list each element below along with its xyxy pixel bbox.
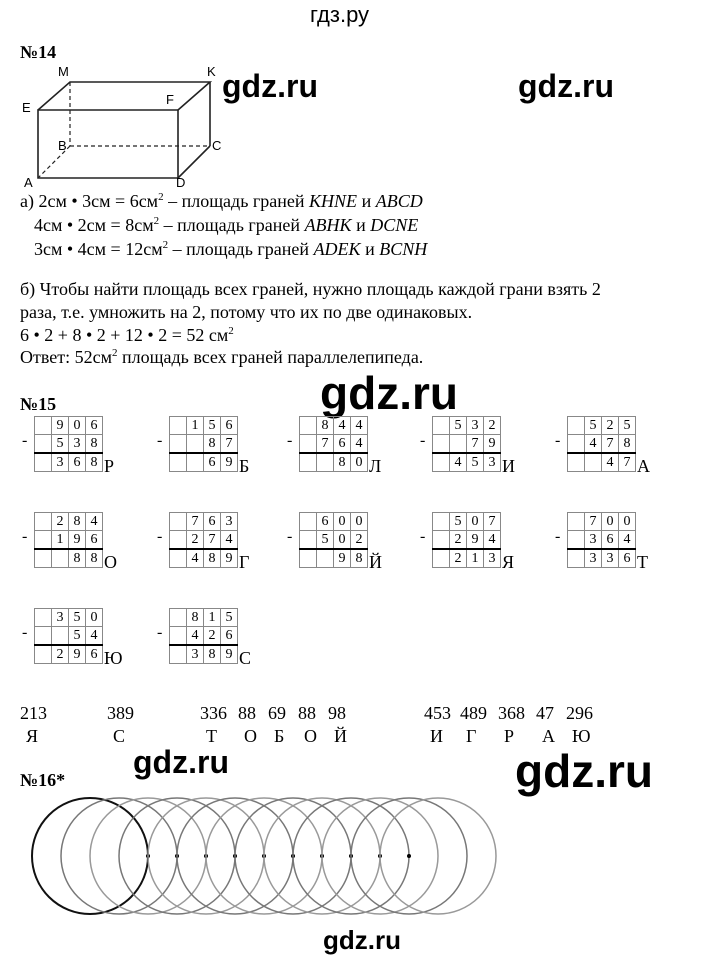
digit-cell: [300, 549, 317, 568]
digit-cell: 4: [187, 627, 204, 646]
digit-cell: [300, 531, 317, 550]
digit-cell: 2: [450, 549, 467, 568]
digit-cell: [568, 453, 585, 472]
digit-cell: 5: [317, 531, 334, 550]
result-row: [433, 549, 501, 568]
vertex-label: C: [212, 138, 222, 153]
result-row: [568, 549, 636, 568]
minus-sign: -: [287, 432, 293, 449]
digit-cell: 7: [467, 435, 484, 454]
digit-cell: [170, 417, 187, 435]
digit-cell: 5: [52, 435, 69, 454]
digit-cell: 0: [351, 513, 368, 531]
minuend-row: [300, 417, 368, 435]
answer-number: 489: [460, 703, 487, 723]
digit-cell: 9: [221, 549, 238, 568]
subtraction-example: [155, 416, 250, 476]
digit-cell: 3: [484, 453, 501, 472]
digit-cell: 8: [86, 435, 103, 454]
minus-sign: -: [157, 432, 163, 449]
circle-center-dot: [407, 854, 411, 858]
digit-cell: [300, 435, 317, 454]
digit-cell: 9: [484, 435, 501, 454]
digit-cell: [568, 417, 585, 435]
subtrahend-row: [568, 435, 636, 454]
digit-cell: 8: [334, 453, 351, 472]
result-row: [433, 453, 501, 472]
digit-cell: 7: [221, 435, 238, 454]
digit-cell: 2: [187, 531, 204, 550]
digit-cell: 4: [334, 417, 351, 435]
digit-cell: 8: [204, 435, 221, 454]
digit-cell: 8: [619, 435, 636, 454]
digit-cell: [433, 549, 450, 568]
digit-cell: [35, 627, 52, 646]
digit-cell: [433, 453, 450, 472]
digit-cell: 5: [221, 609, 238, 627]
task-title: №14: [20, 42, 57, 62]
digit-cell: [170, 609, 187, 627]
digit-cell: [170, 531, 187, 550]
result-row: [300, 549, 368, 568]
digit-cell: 0: [351, 453, 368, 472]
area-line: 3см • $4см = 12см^2$ – площадь граней ADEK и BCNH: [34, 239, 428, 259]
digit-cell: 2: [450, 531, 467, 550]
digit-cell: [317, 549, 334, 568]
digit-cell: [585, 453, 602, 472]
area-line: а) 2см • $3см = 6см^2$ – площадь граней KHNE и ABCD: [20, 191, 423, 211]
digit-cell: 2: [351, 531, 368, 550]
digit-cell: 6: [619, 549, 636, 568]
digit-cell: [300, 513, 317, 531]
digit-cell: 4: [187, 549, 204, 568]
digit-cell: 6: [221, 417, 238, 435]
digit-cell: 4: [86, 627, 103, 646]
answer-letter: О: [244, 726, 257, 746]
digit-cell: [568, 531, 585, 550]
digit-cell: [433, 513, 450, 531]
watermark: gdz.ru: [518, 68, 614, 104]
cipher-letter: Й: [369, 552, 382, 572]
digit-cell: 7: [484, 513, 501, 531]
digit-cell: [170, 435, 187, 454]
result-row: [300, 453, 368, 472]
subtraction-example: [20, 608, 123, 668]
minuend-row: [170, 513, 238, 531]
vertex-label: D: [176, 175, 186, 190]
subtraction-example: [20, 416, 115, 476]
minuend-row: [433, 417, 501, 435]
cipher-letter: И: [502, 456, 515, 476]
digit-cell: 7: [619, 453, 636, 472]
digit-cell: 3: [484, 549, 501, 568]
subtraction-example: [285, 512, 382, 572]
answer-number: 368: [498, 703, 525, 723]
minus-sign: -: [420, 432, 426, 449]
digit-cell: 5: [204, 417, 221, 435]
subtrahend-row: [300, 435, 368, 454]
task-title: №16*: [20, 770, 66, 790]
digit-cell: [568, 549, 585, 568]
digit-cell: 2: [52, 513, 69, 531]
cipher-letter: Л: [369, 456, 382, 476]
digit-cell: 2: [52, 645, 69, 664]
answer-number: 88: [238, 703, 256, 723]
digit-cell: 5: [585, 417, 602, 435]
digit-cell: 5: [619, 417, 636, 435]
watermark: gdz.ru: [515, 745, 653, 797]
cipher-letter: Я: [502, 552, 515, 572]
cipher-letter: Т: [637, 552, 648, 572]
digit-cell: 3: [187, 645, 204, 664]
watermark: gdz.ru: [323, 925, 401, 955]
digit-cell: 4: [351, 435, 368, 454]
subtraction-example: [553, 416, 650, 476]
cipher-letter: Р: [104, 456, 115, 476]
digit-cell: [170, 513, 187, 531]
digit-cell: 6: [86, 417, 103, 435]
digit-cell: [450, 435, 467, 454]
watermark: gdz.ru: [133, 744, 229, 780]
vertex-label: B: [58, 138, 67, 153]
subtraction-example: [20, 512, 117, 572]
answer-letter: Б: [274, 726, 285, 746]
digit-cell: 0: [86, 609, 103, 627]
minus-sign: -: [287, 528, 293, 545]
minuend-row: [170, 609, 238, 627]
digit-cell: [568, 513, 585, 531]
subtraction-example: [418, 416, 515, 476]
watermark: gdz.ru: [320, 367, 458, 419]
digit-cell: 7: [602, 435, 619, 454]
digit-cell: 3: [52, 453, 69, 472]
digit-cell: 6: [86, 531, 103, 550]
digit-cell: 5: [69, 609, 86, 627]
digit-cell: 9: [334, 549, 351, 568]
digit-cell: 4: [602, 453, 619, 472]
result-row: [170, 645, 238, 664]
vertex-label: E: [22, 100, 31, 115]
digit-cell: 0: [467, 513, 484, 531]
calculation-line: 6 • 2 + 8 • 2 + 12 • 2 = 52 $см^2$: [20, 325, 234, 345]
digit-cell: 3: [602, 549, 619, 568]
digit-cell: 3: [585, 549, 602, 568]
answer-letter: А: [542, 726, 555, 746]
minus-sign: -: [157, 528, 163, 545]
answer-number: 389: [107, 703, 134, 723]
digit-cell: 4: [585, 435, 602, 454]
area-line: 4см • $2см = 8см^2$ – площадь граней ABHK и DCNE: [34, 215, 419, 235]
answer-number: 453: [424, 703, 451, 723]
site-title: гдз.ру: [310, 2, 370, 27]
digit-cell: 7: [187, 513, 204, 531]
digit-cell: 8: [69, 549, 86, 568]
result-row: [35, 549, 103, 568]
digit-cell: 6: [221, 627, 238, 646]
vertex-label: K: [207, 64, 216, 79]
digit-cell: 3: [221, 513, 238, 531]
subtrahend-row: [568, 531, 636, 550]
digit-cell: [433, 435, 450, 454]
answer-letter: Г: [466, 726, 477, 746]
minus-sign: -: [555, 432, 561, 449]
subtrahend-row: [35, 531, 103, 550]
answer-letter: И: [430, 726, 443, 746]
digit-cell: 8: [69, 513, 86, 531]
digit-cell: 0: [602, 513, 619, 531]
result-row: [170, 453, 238, 472]
cipher-letter: Г: [239, 552, 250, 572]
vertex-label: F: [166, 92, 174, 107]
subtraction-example: [155, 608, 252, 668]
digit-cell: 5: [450, 513, 467, 531]
minuend-row: [35, 609, 103, 627]
cipher-letter: А: [637, 456, 650, 476]
digit-cell: [35, 435, 52, 454]
digit-cell: 9: [221, 645, 238, 664]
digit-cell: 9: [69, 645, 86, 664]
digit-cell: 8: [317, 417, 334, 435]
explanation-line: раза, т.е. умножить на 2, потому что их по две одинаковых.: [20, 302, 473, 322]
subtraction-example: [553, 512, 648, 572]
minus-sign: -: [420, 528, 426, 545]
minuend-row: [433, 513, 501, 531]
answer-letter: Я: [26, 726, 39, 746]
answer-letter: С: [113, 726, 126, 746]
answer-number: 98: [328, 703, 346, 723]
digit-cell: 8: [86, 453, 103, 472]
answer-line: Ответ: $52см^2$ площадь всех граней параллелепипеда.: [20, 347, 424, 367]
digit-cell: [300, 417, 317, 435]
digit-cell: 0: [69, 417, 86, 435]
answer-number: 47: [536, 703, 554, 723]
cipher-letter: О: [104, 552, 117, 572]
minus-sign: -: [22, 528, 28, 545]
cipher-letter: Б: [239, 456, 250, 476]
digit-cell: [35, 549, 52, 568]
minuend-row: [35, 417, 103, 435]
result-row: [35, 453, 103, 472]
digit-cell: 0: [334, 513, 351, 531]
digit-cell: [300, 453, 317, 472]
result-row: [568, 453, 636, 472]
digit-cell: 3: [467, 417, 484, 435]
digit-cell: [52, 549, 69, 568]
digit-cell: 4: [86, 513, 103, 531]
subtrahend-row: [35, 435, 103, 454]
digit-cell: 0: [619, 513, 636, 531]
digit-cell: 8: [204, 549, 221, 568]
digit-cell: 9: [69, 531, 86, 550]
digit-cell: 6: [602, 531, 619, 550]
digit-cell: 8: [187, 609, 204, 627]
answer-number: 336: [200, 703, 227, 723]
digit-cell: [317, 453, 334, 472]
digit-cell: 8: [86, 549, 103, 568]
digit-cell: [35, 417, 52, 435]
explanation-line: б) Чтобы найти площадь всех граней, нужно площадь каждой грани взять 2: [20, 279, 601, 299]
digit-cell: [35, 531, 52, 550]
digit-cell: 1: [204, 609, 221, 627]
cipher-letter: Ю: [104, 648, 123, 668]
minus-sign: -: [22, 432, 28, 449]
digit-cell: [52, 627, 69, 646]
digit-cell: 4: [619, 531, 636, 550]
digit-cell: 5: [450, 417, 467, 435]
digit-cell: [35, 453, 52, 472]
answer-letter: Ю: [572, 726, 591, 746]
digit-cell: [170, 453, 187, 472]
subtrahend-row: [433, 531, 501, 550]
digit-cell: 1: [187, 417, 204, 435]
subtrahend-row: [300, 531, 368, 550]
digit-cell: 8: [204, 645, 221, 664]
digit-cell: 8: [351, 549, 368, 568]
minus-sign: -: [22, 624, 28, 641]
digit-cell: [35, 513, 52, 531]
answer-number: 296: [566, 703, 593, 723]
digit-cell: 3: [69, 435, 86, 454]
digit-cell: [568, 435, 585, 454]
minuend-row: [568, 417, 636, 435]
digit-cell: 4: [221, 531, 238, 550]
digit-cell: 2: [602, 417, 619, 435]
vertex-label: M: [58, 64, 69, 79]
digit-cell: [187, 435, 204, 454]
digit-cell: [433, 417, 450, 435]
minus-sign: -: [157, 624, 163, 641]
digit-cell: 6: [204, 453, 221, 472]
digit-cell: 4: [484, 531, 501, 550]
answer-letter: Т: [206, 726, 217, 746]
digit-cell: 4: [450, 453, 467, 472]
circles-drawing: [30, 788, 510, 928]
digit-cell: 4: [351, 417, 368, 435]
minuend-row: [35, 513, 103, 531]
result-row: [170, 549, 238, 568]
digit-cell: 7: [204, 531, 221, 550]
digit-cell: 3: [52, 609, 69, 627]
digit-cell: 7: [317, 435, 334, 454]
subtrahend-row: [170, 531, 238, 550]
digit-cell: 5: [467, 453, 484, 472]
digit-cell: [187, 453, 204, 472]
answer-letter: О: [304, 726, 317, 746]
answer-letter: Й: [334, 726, 347, 746]
answer-number: 88: [298, 703, 316, 723]
digit-cell: 2: [484, 417, 501, 435]
minuend-row: [300, 513, 368, 531]
subtraction-example: [285, 416, 382, 476]
subtrahend-row: [433, 435, 501, 454]
digit-cell: 3: [585, 531, 602, 550]
subtrahend-row: [35, 627, 103, 646]
digit-cell: [35, 645, 52, 664]
minuend-row: [568, 513, 636, 531]
task-title: №15: [20, 394, 57, 414]
digit-cell: 6: [204, 513, 221, 531]
digit-cell: 6: [86, 645, 103, 664]
minus-sign: -: [555, 528, 561, 545]
answer-letter: Р: [504, 726, 515, 746]
answer-number: 213: [20, 703, 47, 723]
digit-cell: 9: [221, 453, 238, 472]
parallelepiped-diagram: [20, 60, 230, 190]
digit-cell: 1: [467, 549, 484, 568]
subtraction-example: [418, 512, 515, 572]
cipher-letter: С: [239, 648, 252, 668]
digit-cell: [170, 627, 187, 646]
digit-cell: 1: [52, 531, 69, 550]
digit-cell: 5: [69, 627, 86, 646]
digit-cell: [170, 645, 187, 664]
digit-cell: 2: [204, 627, 221, 646]
digit-cell: [35, 609, 52, 627]
digit-cell: 9: [467, 531, 484, 550]
answer-number: 69: [268, 703, 286, 723]
subtraction-example: [155, 512, 250, 572]
digit-cell: 6: [334, 435, 351, 454]
vertex-label: A: [24, 175, 33, 190]
digit-cell: 6: [317, 513, 334, 531]
result-row: [35, 645, 103, 664]
digit-cell: 7: [585, 513, 602, 531]
subtrahend-row: [170, 435, 238, 454]
digit-cell: 6: [69, 453, 86, 472]
digit-cell: 9: [52, 417, 69, 435]
watermark: gdz.ru: [222, 68, 318, 104]
digit-cell: [170, 549, 187, 568]
minuend-row: [170, 417, 238, 435]
digit-cell: [433, 531, 450, 550]
subtrahend-row: [170, 627, 238, 646]
digit-cell: 0: [334, 531, 351, 550]
